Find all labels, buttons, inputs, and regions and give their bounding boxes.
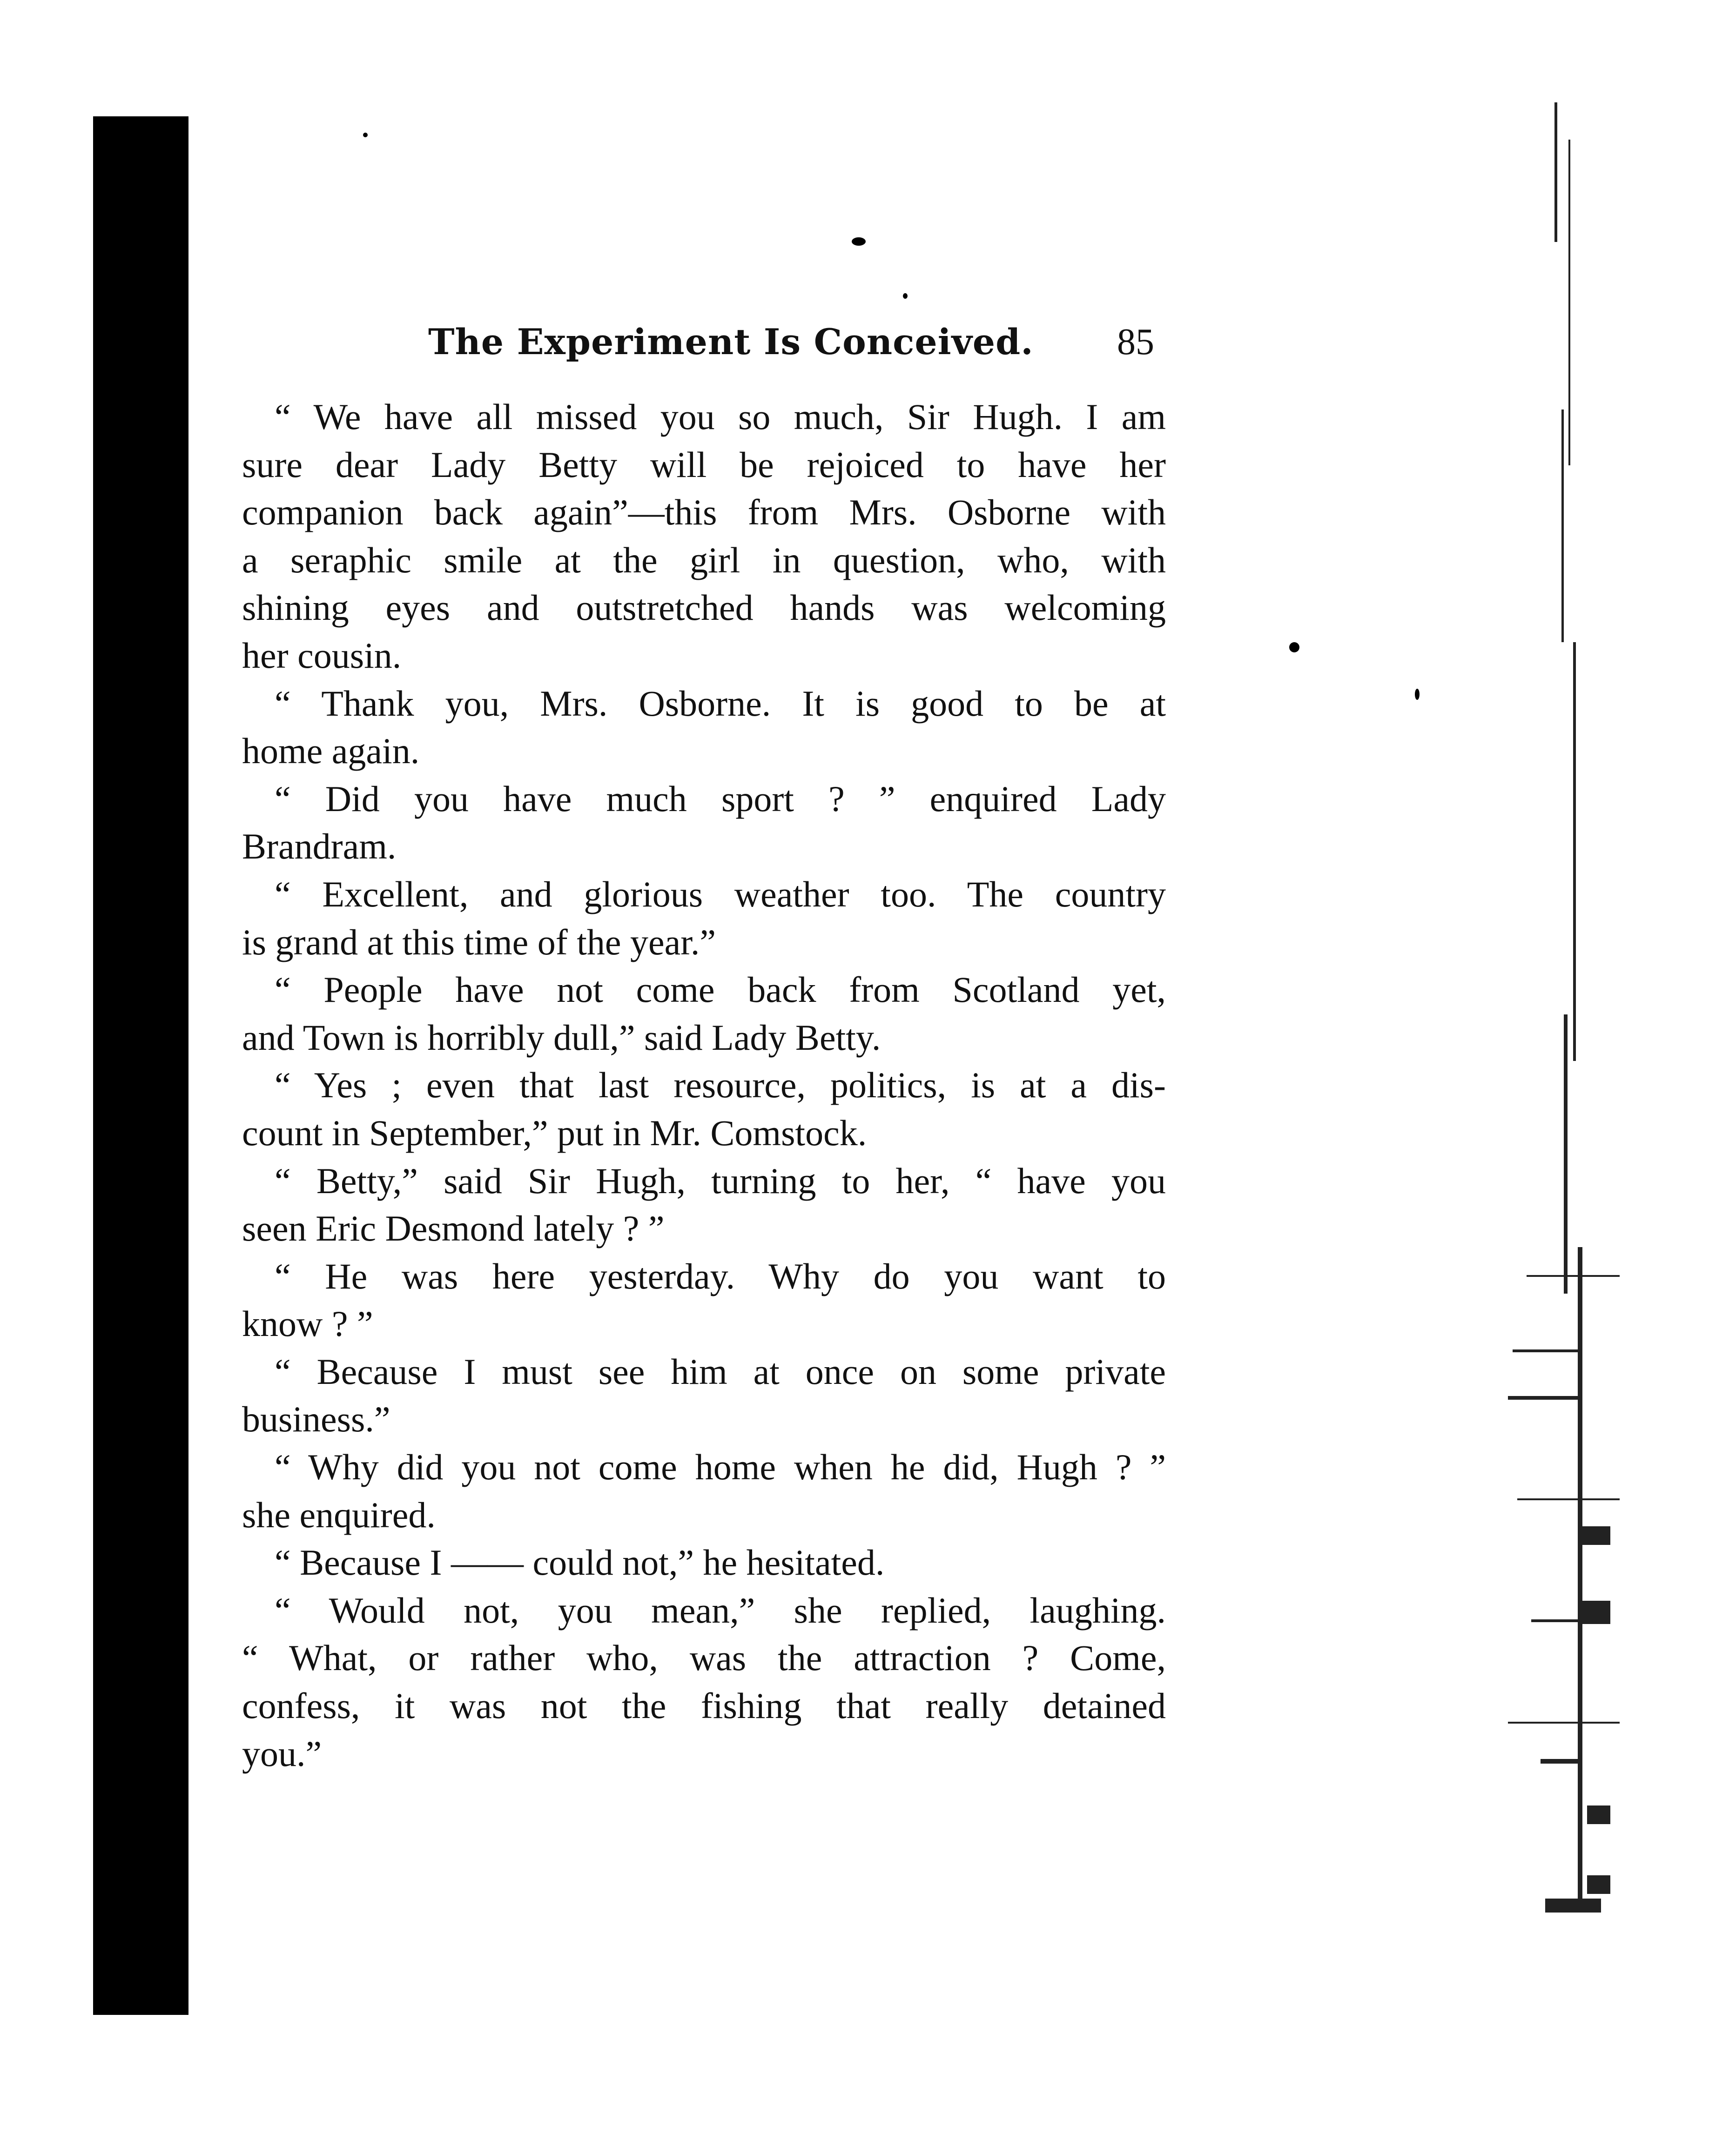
text-line: “ Betty,” said Sir Hugh, turning to her, “ have you <box>275 1160 1166 1201</box>
ink-speck <box>1289 642 1299 652</box>
text-line: is grand at this time of the year.” <box>242 921 716 962</box>
ink-speck <box>903 293 908 299</box>
text-line: “ Because I —— could not,” he hesitated. <box>275 1542 885 1583</box>
text-line: “ Why did you not come home when he did, Hugh ? ” <box>275 1447 1166 1488</box>
text-line: seen Eric Desmond lately ? ” <box>242 1208 665 1249</box>
page-number: 85 <box>1117 322 1154 362</box>
text-line: “ People have not come back from Scotland yet, <box>275 969 1166 1010</box>
text-line: and Town is horribly dull,” said Lady Betty. <box>242 1017 881 1058</box>
text-line: “ Did you have much sport ? ” enquired Lady <box>275 778 1166 819</box>
scan-edge-artifacts <box>1499 84 1629 1992</box>
text-line: “ Yes ; even that last resource, politics, is at a dis- <box>275 1065 1166 1106</box>
text-line: “ We have all missed you so much, Sir Hugh. I am <box>275 396 1166 437</box>
ink-speck <box>1415 689 1420 700</box>
text-line: a seraphic smile at the girl in question, who, with <box>242 539 1166 580</box>
text-line: her cousin. <box>242 635 402 676</box>
text-line: business.” <box>242 1399 390 1440</box>
ink-speck <box>852 237 866 246</box>
text-line: Brandram. <box>242 826 397 867</box>
text-line: sure dear Lady Betty will be rejoiced to have her <box>242 444 1166 485</box>
edge-noise-pattern <box>1508 102 1620 1913</box>
text-line: “ He was here yesterday. Why do you want to <box>275 1255 1166 1296</box>
text-line: shining eyes and outstretched hands was welcoming <box>242 587 1166 628</box>
ink-speck <box>363 133 368 137</box>
text-line: count in September,” put in Mr. Comstock. <box>242 1112 867 1153</box>
binding-shadow <box>93 116 188 2015</box>
text-line: you.” <box>242 1733 322 1774</box>
text-line: confess, it was not the fishing that really detained <box>242 1685 1166 1726</box>
text-line: “ Would not, you mean,” she replied, laughing. <box>275 1590 1166 1631</box>
text-line: home again. <box>242 731 420 772</box>
text-line: “ Thank you, Mrs. Osborne. It is good to be at <box>275 683 1166 724</box>
text-line: “ Excellent, and glorious weather too. The country <box>275 873 1166 914</box>
text-line: “ What, or rather who, was the attraction ? Come, <box>242 1638 1166 1678</box>
body-text <box>242 393 1166 1778</box>
text-line: know ? ” <box>242 1303 373 1344</box>
running-header <box>424 321 1168 377</box>
running-title: The Experiment Is Conceived. <box>428 321 1034 362</box>
text-line: she enquired. <box>242 1494 436 1535</box>
text-line: companion back again”—this from Mrs. Osborne with <box>242 492 1166 533</box>
text-line: “ Because I must see him at once on some private <box>275 1351 1166 1392</box>
